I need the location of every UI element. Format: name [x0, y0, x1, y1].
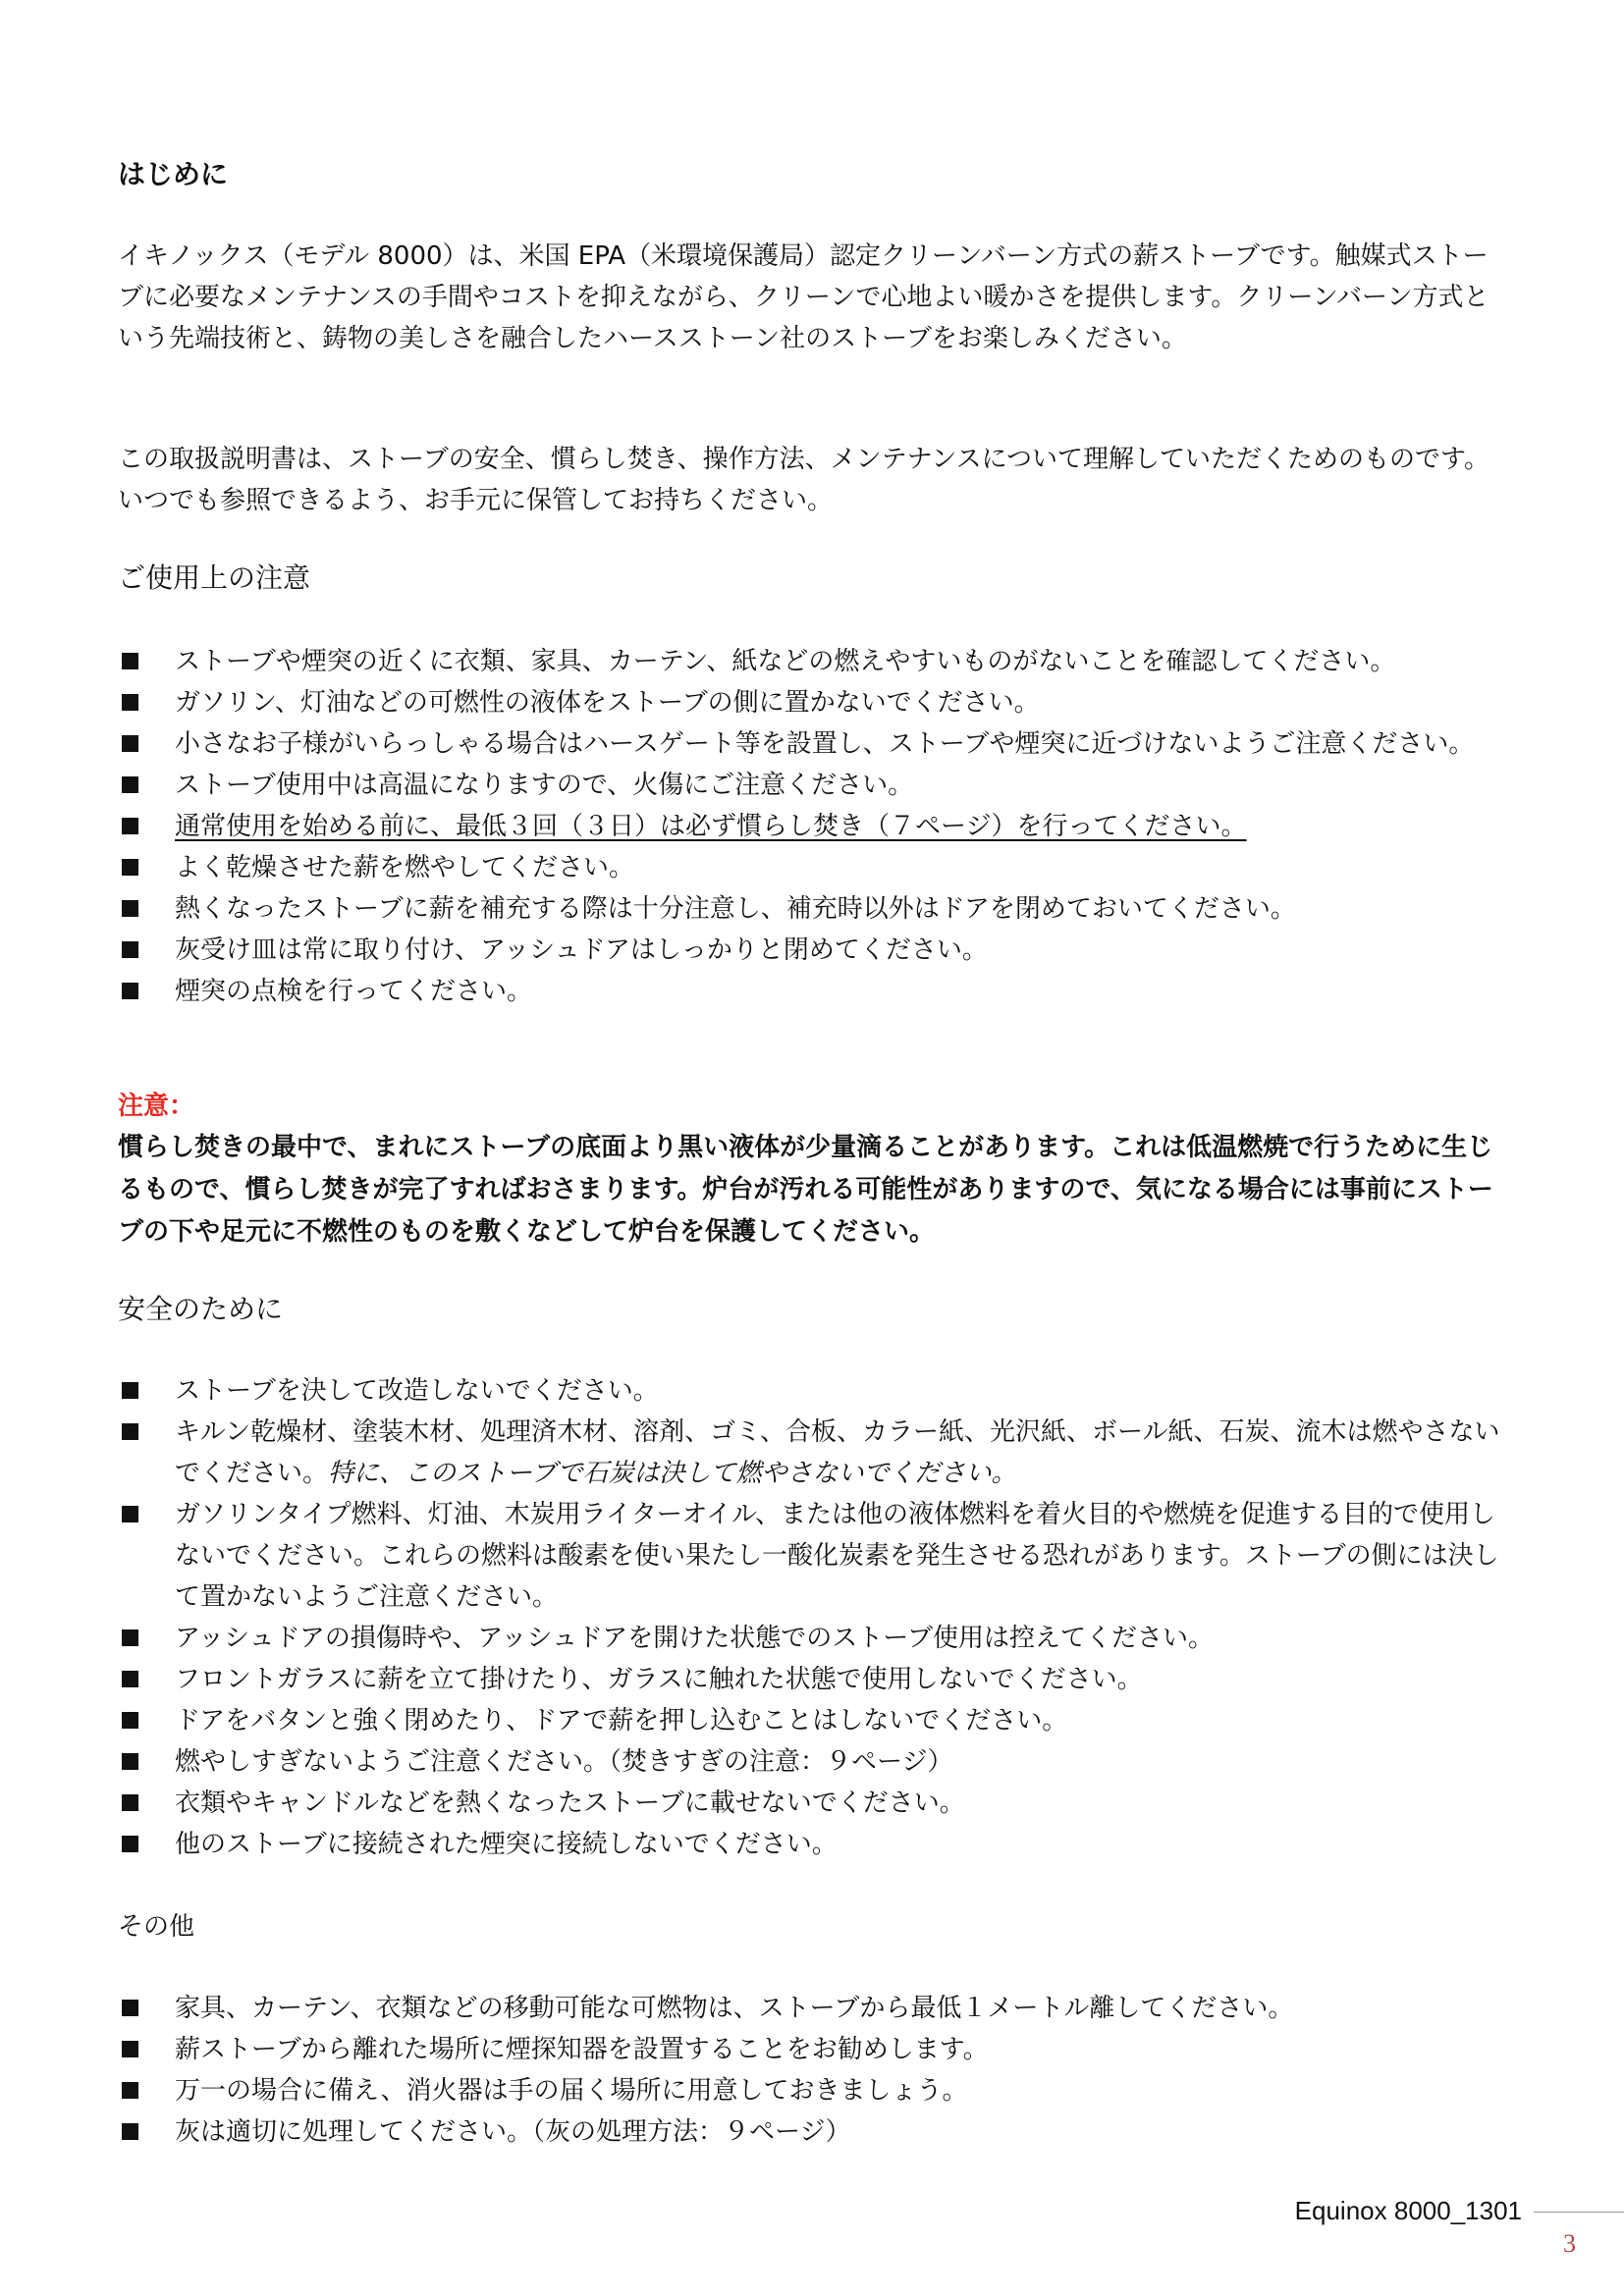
coal-warning: 特に、このストーブで石炭は決して燃やさないでください。: [328, 1459, 1017, 1488]
list-item: 万一の場合に備え、消火器は手の届く場所に用意しておきましょう。: [118, 2070, 1512, 2111]
list-item: 煙突の点検を行ってください。: [118, 971, 1512, 1012]
list-item: ドアをバタンと強く閉めたり、ドアで薪を押し込むことはしないでください。: [118, 1700, 1512, 1741]
list-item: 薪ストーブから離れた場所に煙探知器を設置することをお勧めします。: [118, 2029, 1512, 2070]
list-item: 灰受け皿は常に取り付け、アッシュドアはしっかりと閉めてください。: [118, 930, 1512, 971]
other-list: [118, 1988, 1512, 2153]
list-item: [118, 806, 1512, 847]
list-item: ガソリン、灯油などの可燃性の液体をストーブの側に置かないでください。: [118, 682, 1512, 723]
list-item: 熱くなったストーブに薪を補充する際は十分注意し、補充時以外はドアを閉めておいてください。: [118, 888, 1512, 930]
bullet-square-icon: [122, 1794, 138, 1811]
other-heading: その他: [118, 1912, 195, 1942]
bullet-square-icon: [122, 941, 138, 958]
bullet-square-icon: [122, 735, 138, 752]
caution-text: 慣らし焚きの最中で、まれにストーブの底面より黒い液体が少量滴ることがあります。これは低温燃焼で行うために生じるもので、慣らし焚きが完了すればおさまります。炉台が汚れる可能性がありますので、気になる場合には事前にストーブの下や足元に不燃性のものを敷くなどして炉台を保護してください。: [118, 1133, 1493, 1247]
list-item: アッシュドアの損傷時や、アッシュドアを開けた状態でのストーブ使用は控えてください。: [118, 1618, 1512, 1659]
bullet-square-icon: [122, 2000, 138, 2016]
bullet-square-icon: [122, 694, 138, 711]
list-item: ストーブや煙突の近くに衣類、家具、カーテン、紙などの燃えやすいものがないことを確認してください。: [118, 641, 1512, 682]
list-item: よく乾燥させた薪を燃やしてください。: [118, 847, 1512, 888]
list-item: ストーブを決して改造しないでください。: [118, 1370, 1512, 1412]
list-item: ストーブ使用中は高温になりますので、火傷にご注意ください。: [118, 765, 1512, 806]
bullet-square-icon: [122, 900, 138, 917]
list-item: キルン乾燥材、塗装木材、処理済木材、溶剤、ゴミ、合板、カラー紙、光沢紙、ボール紙、石炭、流木は燃やさないでください。特に、このストーブで石炭は決して燃やさないでください。: [118, 1412, 1512, 1494]
safety-heading: 安全のために: [118, 1293, 284, 1325]
bullet-square-icon: [122, 859, 138, 876]
intro-paragraph-2: この取扱説明書は、ストーブの安全、慣らし焚き、操作方法、メンテナンスについて理解していただくためのものです。いつでも参照できるよう、お手元に保管してお持ちください。: [118, 445, 1489, 515]
list-item: ガソリンタイプ燃料、灯油、木炭用ライターオイル、または他の液体燃料を着火目的や燃焼を促進する目的で使用しないでください。これらの燃料は酸素を使い果たし一酸化炭素を発生させる恐れがあります。ストーブの側には決して置かないようご注意ください。: [118, 1494, 1512, 1618]
safety-list: [118, 1370, 1512, 1865]
list-item: 小さなお子様がいらっしゃる場合はハースゲート等を設置し、ストーブや煙突に近づけないようご注意ください。: [118, 723, 1512, 765]
intro-heading: はじめに: [118, 158, 229, 190]
bullet-square-icon: [122, 1712, 138, 1729]
usage-heading: ご使用上の注意: [118, 561, 311, 594]
intro-paragraph-1: イキノックス（モデル 8000）は、米国 EPA（米環境保護局）認定クリーンバーン方式の薪ストーブです。触媒式ストーブに必要なメンテナンスの手間やコストを抑えながら、クリーンで心地よい暖かさを提供します。クリーンバーン方式という先端技術と、鋳物の美しさを融合したハースストーン社のストーブをお楽しみください。: [118, 241, 1489, 353]
bullet-square-icon: [122, 983, 138, 999]
list-item: 他のストーブに接続された煙突に接続しないでください。: [118, 1824, 1512, 1865]
bullet-square-icon: [122, 653, 138, 669]
bullet-square-icon: [122, 776, 138, 793]
bullet-square-icon: [122, 1671, 138, 1687]
bullet-square-icon: [122, 2041, 138, 2057]
underlined-break-in-note: 通常使用を始める前に、最低３回（３日）は必ず慣らし焚き（７ページ）を行ってください。: [175, 812, 1247, 841]
bullet-square-icon: [122, 2123, 138, 2140]
bullet-square-icon: [122, 818, 138, 834]
bullet-square-icon: [122, 1629, 138, 1646]
footer-divider: [1534, 2212, 1624, 2213]
bullet-square-icon: [122, 2082, 138, 2099]
bullet-square-icon: [122, 1753, 138, 1770]
page-number: 3: [1563, 2229, 1576, 2258]
usage-list: [118, 641, 1512, 1012]
bullet-square-icon: [122, 1506, 138, 1522]
list-item: フロントガラスに薪を立て掛けたり、ガラスに触れた状態で使用しないでください。: [118, 1659, 1512, 1700]
caution-label: 注意：: [118, 1092, 195, 1121]
bullet-square-icon: [122, 1423, 138, 1440]
bullet-square-icon: [122, 1382, 138, 1399]
list-item: 衣類やキャンドルなどを熱くなったストーブに載せないでください。: [118, 1783, 1512, 1824]
bullet-square-icon: [122, 1836, 138, 1852]
list-item: 家具、カーテン、衣類などの移動可能な可燃物は、ストーブから最低１メートル離してください。: [118, 1988, 1512, 2029]
list-item: 灰は適切に処理してください。（灰の処理方法：９ページ）: [118, 2111, 1512, 2153]
list-item: 燃やしすぎないようご注意ください。（焚きすぎの注意：９ページ）: [118, 1741, 1512, 1783]
footer-doc-id: Equinox 8000_1301: [1294, 2196, 1522, 2225]
